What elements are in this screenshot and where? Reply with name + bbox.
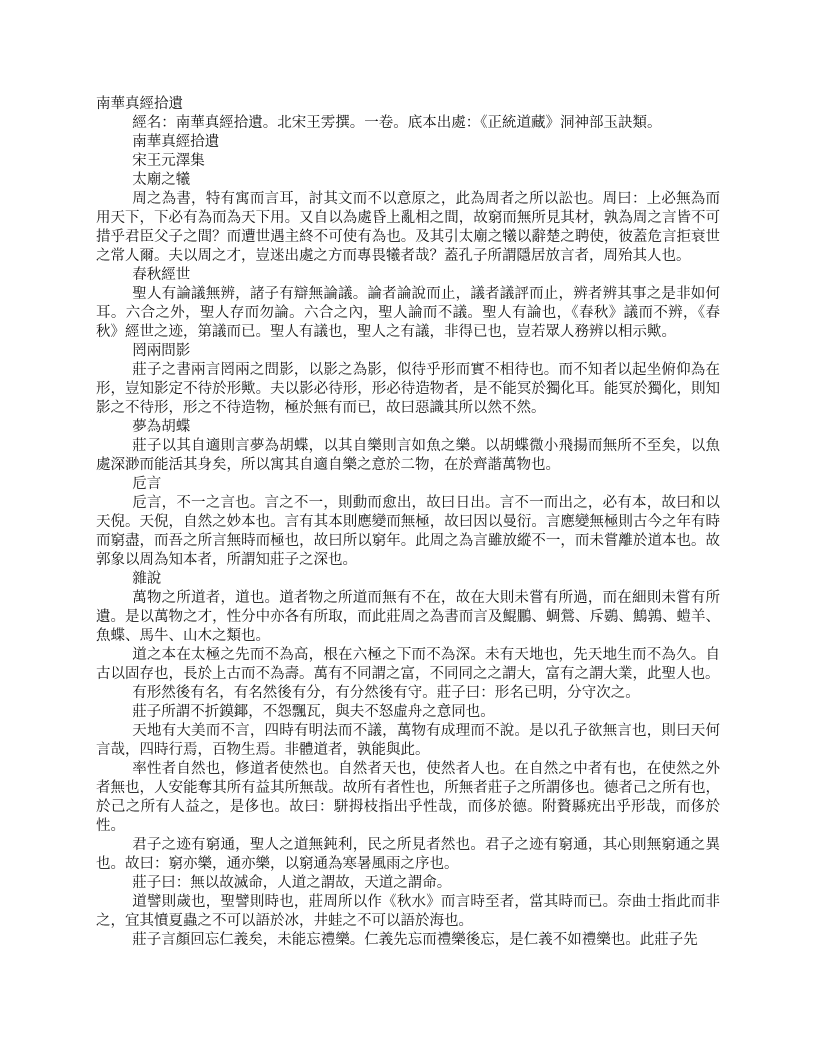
section-paragraph: 莊子曰：無以故滅命，人道之謂故，天道之謂命。 xyxy=(132,875,452,891)
section-paragraph: 君子之迹有窮通，聖人之道無鈍利，民之所見者然也。君子之迹有窮通，其心則無窮通之異也。故曰：窮亦樂，通亦樂，以窮通為寒暑風雨之序也。 xyxy=(96,837,720,872)
section-paragraph: 道之本在太極之先而不為高，根在六極之下而不為深。未有天地也，先天地生而不為久。自古以固存也，長於上古而不為壽。萬有不同謂之富，不同同之之謂大，富有之謂大業，此聖人也。 xyxy=(96,647,720,682)
section-heading-zashuo: 雜說 xyxy=(132,571,162,587)
section-paragraph: 率性者自然也，修道者使然也。自然者天也，使然者人也。在自然之中者有也，在使然之外者無也，人安能奪其所有益其所無哉。故所有者性也，所無者莊子之所謂侈也。德者己之所有也，於己之所有人益之，是侈也。故曰：駢拇枝指出乎性哉，而侈於德。附贅縣疣出乎形哉，而侈於性。 xyxy=(96,761,720,834)
section-heading-chunqiu: 春秋經世 xyxy=(132,267,191,283)
doc-meta-line: 經名：南華真經拾遺。北宋王雱撰。一卷。底本出處：《正統道藏》洞神部玉訣類。 xyxy=(132,115,662,131)
doc-author: 宋王元澤集 xyxy=(132,153,205,169)
doc-title-repeat: 南華真經拾遺 xyxy=(132,134,220,150)
section-paragraph: 莊子所謂不折鏌鎁，不怨飄瓦，與夫不怒虛舟之意同也。 xyxy=(132,704,495,720)
section-paragraph: 有形然後有名，有名然後有分，有分然後有守。莊子曰：形名已明，分守次之。 xyxy=(132,685,640,701)
section-heading-wangliang: 罔兩問影 xyxy=(132,343,191,359)
section-paragraph: 聖人有論議無辨，諸子有辯無論議。論者論說而止，議者議評而止，辨者辨其事之是非如何耳。六合之外，聖人存而勿論。六合之內，聖人論而不議。聖人有論也，《春秋》議而不辨，《春秋》經世之迹，第議而已。聖人有議也，聖人之有議，非得已也，豈若眾人務辨以相示歟。 xyxy=(96,286,720,340)
section-paragraph: 道譬則歲也，聖譬則時也，莊周所以作《秋水》而言時至者，當其時而已。奈曲士指此而非之，宜其憤夏蟲之不可以語於冰，井蛙之不可以語於海也。 xyxy=(96,894,720,929)
section-paragraph: 莊子之書兩言罔兩之問影，以影之為影，似待乎形而實不相待也。而不知者以起坐俯仰為在形，豈知影定不待於形歟。夫以影必待形，形必待造物者，是不能冥於獨化耳。能冥於獨化，則知影之不待形，形之不待造物，極於無有而已，故曰惡識其所以然不然。 xyxy=(96,362,720,416)
section-heading-mengweihudie: 夢為胡蝶 xyxy=(132,419,191,435)
doc-title: 南華真經拾遺 xyxy=(96,96,183,112)
section-paragraph: 卮言，不一之言也。言之不一，則動而愈出，故曰日出。言不一而出之，必有本，故曰和以天倪。天倪，自然之妙本也。言有其本則應變而無極，故曰因以曼衍。言應變無極則古今之年有時而窮盡，而吾之所言無時而極也，故曰所以窮年。此周之為言雖放縱不一，而未嘗離於道本也。故郭象以周為知本者，所謂知莊子之深也。 xyxy=(96,495,720,568)
section-paragraph: 莊子以其自適則言夢為胡蝶，以其自樂則言如魚之樂。以胡蝶微小飛揚而無所不至矣，以魚處深渺而能活其身矣，所以寓其自適自樂之意於二物，在於齊諧萬物也。 xyxy=(96,438,720,473)
section-paragraph: 莊子言顏回忘仁義矣，未能忘禮樂。仁義先忘而禮樂後忘，是仁義不如禮樂也。此莊子先 xyxy=(132,932,698,948)
section-heading-zhiyan: 卮言 xyxy=(132,476,162,492)
section-paragraph: 萬物之所道者，道也。道者物之所道而無有不在，故在大則未嘗有所過，而在細則未嘗有所遺。是以萬物之才，性分中亦各有所取，而此莊周之為書而言及鯤鵬、蜩鶯、斥鷃、鷦鶉、螘羊、魚蝶、馬牛、山木之類也。 xyxy=(96,590,720,644)
section-paragraph: 天地有大美而不言，四時有明法而不議，萬物有成理而不說。是以孔子欲無言也，則曰天何言哉，四時行焉，百物生焉。非體道者，孰能與此。 xyxy=(96,723,720,758)
section-heading-taimiao: 太廟之犧 xyxy=(132,172,191,188)
section-paragraph: 周之為書，特有寓而言耳，討其文而不以意原之，此為周者之所以訟也。周曰：上必無為而用天下，下必有為而為天下用。又自以為處昏上亂相之間，故窮而無所見其材，孰為周之言皆不可措乎君臣父子之間？而遭世遇主終不可使有為也。及其引太廟之犧以辭楚之聘使，彼蓋危言拒衰世之常人爾。夫以周之才，豈迷出處之方而專畏犧者哉？蓋孔子所謂隱居放言者，周殆其人也。 xyxy=(96,191,720,264)
